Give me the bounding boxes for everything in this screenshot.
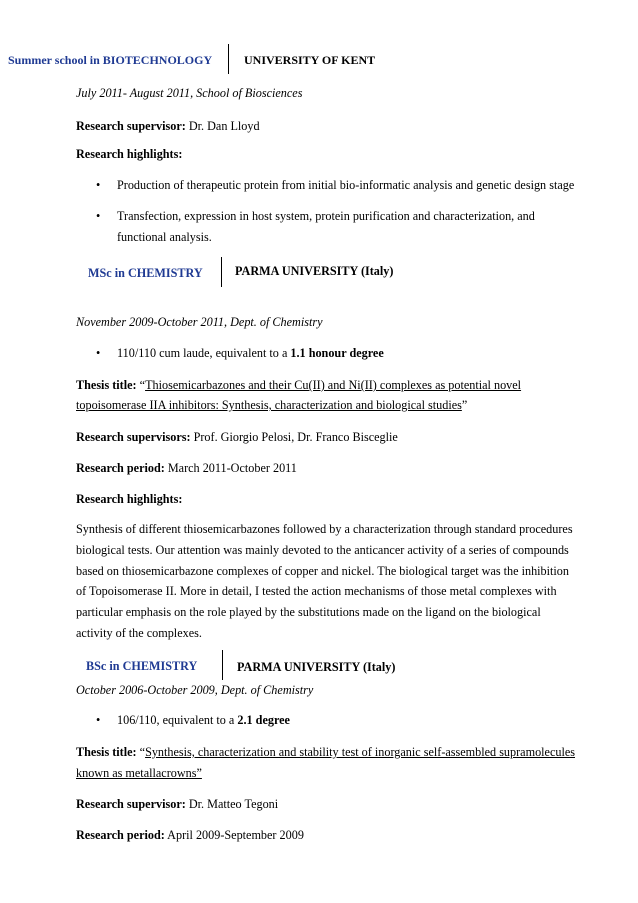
- period-label: Research period:: [76, 828, 165, 842]
- bsc-title: BSc in CHEMISTRY: [86, 659, 198, 673]
- thesis-title-part1: Synthesis, characterization and stability test of inorganic self-assembled supramolecules: [145, 745, 575, 759]
- supervisor-label: Research supervisor:: [76, 119, 186, 133]
- period-value: April 2009-September 2009: [164, 828, 304, 842]
- bsc-grade: [117, 713, 290, 728]
- msc-grade: [117, 346, 384, 361]
- msc-title: MSc in CHEMISTRY: [88, 266, 203, 280]
- summer-school-institution: UNIVERSITY OF KENT: [244, 53, 376, 67]
- highlight-item: Production of therapeutic protein from initial bio-informatic analysis and genetic design stage: [117, 178, 575, 192]
- summer-school-title: Summer school in BIOTECHNOLOGY: [8, 53, 213, 67]
- thesis-title-part2: known as metallacrowns”: [76, 766, 202, 780]
- highlight-item-continued: functional analysis.: [117, 230, 212, 244]
- msc-institution: PARMA UNIVERSITY (Italy): [235, 264, 394, 278]
- heading-divider: [228, 44, 229, 74]
- bullet-dot-icon: •: [96, 713, 101, 727]
- thesis-title-part2: topoisomerase IIA inhibitors: Synthesis, characterization and biological studies: [76, 398, 462, 412]
- msc-highlights-line: Synthesis of different thiosemicarbazones followed by a characterization through standard procedures: [76, 522, 573, 536]
- msc-highlights-line: of Topoisomerase II. More in detail, I tested the action mechanisms of those metal complexes with: [76, 584, 557, 598]
- supervisors-value: Prof. Giorgio Pelosi, Dr. Franco Bisceglie: [190, 430, 398, 444]
- bsc-institution: PARMA UNIVERSITY (Italy): [237, 660, 396, 674]
- msc-highlights-label: Research highlights:: [76, 492, 183, 506]
- bsc-dates: October 2006-October 2009, Dept. of Chemistry: [76, 683, 314, 697]
- msc-thesis-line2: [76, 398, 467, 413]
- thesis-title-part1: Thiosemicarbazones and their Cu(II) and Ni(II) complexes as potential novel: [145, 378, 522, 392]
- grade-bold: 1.1 honour degree: [290, 346, 384, 360]
- grade-prefix: 106/110, equivalent to a: [117, 713, 238, 727]
- grade-bold: 2.1 degree: [237, 713, 290, 727]
- msc-thesis-line1: [76, 378, 521, 393]
- msc-research-period: [76, 461, 297, 476]
- supervisors-label: Research supervisors:: [76, 430, 191, 444]
- period-label: Research period:: [76, 461, 165, 475]
- highlight-item: Transfection, expression in host system, protein purification and characterization, and: [117, 209, 535, 223]
- bullet-dot-icon: •: [96, 178, 101, 192]
- supervisor-label: Research supervisor:: [76, 797, 186, 811]
- bsc-supervisor: [76, 797, 278, 812]
- msc-highlights-line: activity of the complexes.: [76, 626, 202, 640]
- supervisor-value: Dr. Matteo Tegoni: [185, 797, 279, 811]
- bsc-thesis-line1: [76, 745, 575, 760]
- bsc-thesis-line2: [76, 766, 202, 781]
- bullet-dot-icon: •: [96, 346, 101, 360]
- msc-dates: November 2009-October 2011, Dept. of Chemistry: [76, 315, 323, 329]
- thesis-open-quote: “: [136, 745, 146, 759]
- msc-supervisors: [76, 430, 398, 445]
- msc-highlights-line: based on thiosemicarbazone complexes of copper and nickel. The biological target was the inhibition: [76, 564, 569, 578]
- msc-highlights-line: particular emphasis on the role played by the substitutions made on the ligand on the biological: [76, 605, 541, 619]
- supervisor-value: Dr. Dan Lloyd: [185, 119, 260, 133]
- thesis-close-quote: ”: [461, 398, 468, 412]
- thesis-label: Thesis title:: [76, 745, 137, 759]
- period-value: March 2011-October 2011: [164, 461, 297, 475]
- summer-school-supervisor: [76, 119, 260, 134]
- grade-prefix: 110/110 cum laude, equivalent to a: [117, 346, 291, 360]
- msc-highlights-line: biological tests. Our attention was mainly devoted to the anticancer activity of a series of compounds: [76, 543, 569, 557]
- heading-divider: [222, 650, 223, 680]
- bullet-dot-icon: •: [96, 209, 101, 223]
- thesis-open-quote: “: [136, 378, 146, 392]
- thesis-label: Thesis title:: [76, 378, 137, 392]
- bsc-research-period: [76, 828, 304, 843]
- heading-divider: [221, 257, 222, 287]
- summer-school-dates: July 2011- August 2011, School of Biosciences: [76, 86, 303, 100]
- summer-school-highlights-label: Research highlights:: [76, 147, 183, 161]
